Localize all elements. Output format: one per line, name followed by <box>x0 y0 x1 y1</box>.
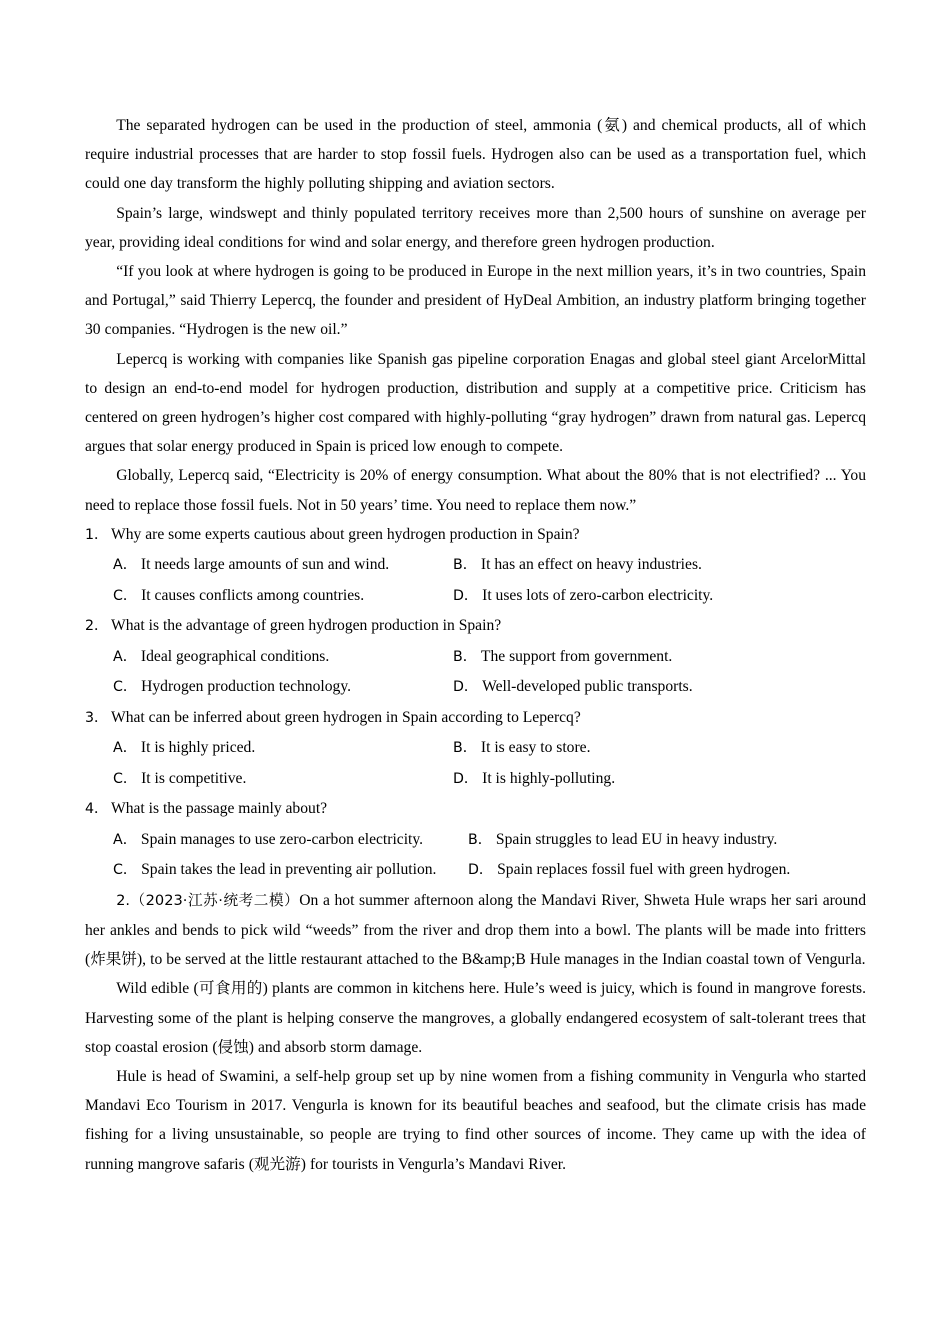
question-4-option-c-label: C． <box>113 862 138 879</box>
question-1-option-b-label: B． <box>453 557 477 574</box>
passage-2-paragraph-1-text: On a hot summer afternoon along the Mandavi River, Shweta Hule wraps her sari around her ankles and bends to pick wild “weeds” from the river and drop them into a bowl. The plants will be made into fritters (炸果饼), to be served at the little restaurant attached to the B&amp;B Hule manages in the Indian coastal town of Vengurla. <box>85 891 866 969</box>
question-3-number: 3． <box>85 709 109 726</box>
question-1-option-d[interactable] <box>453 581 713 612</box>
document-content <box>85 111 866 1179</box>
question-1-option-a-label: A． <box>113 557 137 574</box>
question-3-option-b[interactable] <box>453 733 591 764</box>
question-4-option-b-label: B． <box>468 831 492 848</box>
question-3-option-b-text: It is easy to store. <box>480 739 591 757</box>
question-3 <box>85 703 866 795</box>
question-2-options-row-1 <box>85 642 866 673</box>
passage-1-paragraph-4: Lepercq is working with companies like Spanish gas pipeline corporation Enagas and global steel giant ArcelorMittal to design an end-to-end model for hydrogen production, distribution and supply at a competitive price. Criticism has centered on green hydrogen’s higher cost compared with highly-polluting “gray hydrogen” drawn from natural gas. Lepercq argues that solar energy produced in Spain is priced low enough to compete. <box>85 350 866 456</box>
question-4 <box>85 794 866 886</box>
question-4-option-b-text: Spain struggles to lead EU in heavy industry. <box>495 830 778 848</box>
question-2-option-b-text: The support from government. <box>480 647 673 665</box>
question-4-option-d-text: Spain replaces fossil fuel with green hydrogen. <box>497 861 791 879</box>
question-2 <box>85 611 866 703</box>
question-2-option-c-text: Hydrogen production technology. <box>141 678 352 696</box>
question-4-option-a-label: A． <box>113 831 137 848</box>
question-1-option-c[interactable] <box>113 581 453 612</box>
question-3-stem-text: What can be inferred about green hydrogen in Spain according to Lepercq? <box>111 708 581 726</box>
question-4-number: 4． <box>85 801 109 818</box>
passage-2-item-number: 2. <box>116 892 130 909</box>
passage-1-paragraph-2: Spain’s large, windswept and thinly populated territory receives more than 2,500 hours of sunshine on average per year, providing ideal conditions for wind and solar energy, and therefore green hydrogen production. <box>85 204 866 251</box>
question-1-option-b-text: It has an effect on heavy industries. <box>480 556 702 574</box>
question-1-option-b[interactable] <box>453 550 702 581</box>
question-1-stem-line <box>85 520 866 551</box>
question-3-option-c[interactable] <box>113 764 453 795</box>
question-4-option-d-label: D． <box>468 862 494 879</box>
question-4-options-row-1 <box>85 825 866 856</box>
passage-2 <box>85 886 866 1179</box>
question-3-option-a-text: It is highly priced. <box>140 739 256 757</box>
question-3-option-c-text: It is competitive. <box>141 769 247 787</box>
question-2-option-d-label: D． <box>453 679 479 696</box>
question-2-option-b-label: B． <box>453 648 477 665</box>
passage-2-paragraph-3: Hule is head of Swamini, a self-help group set up by nine women from a fishing community in Vengurla who started Mandavi Eco Tourism in 2017. Vengurla is known for its beautiful beaches and seafood, but the climate crisis has made fishing for a living unsustainable, so people are trying to find other sources of income. They came up with the idea of running mangrove safaris (观光游) for tourists in Vengurla’s Mandavi River. <box>85 1068 866 1173</box>
question-4-option-a[interactable] <box>113 825 468 856</box>
question-1-option-d-label: D． <box>453 587 479 604</box>
question-1-option-c-text: It causes conflicts among countries. <box>141 586 365 604</box>
question-4-stem-line <box>85 794 866 825</box>
passage-1 <box>85 111 866 520</box>
question-3-options-row-1 <box>85 733 866 764</box>
question-4-option-c[interactable] <box>113 855 468 886</box>
question-1-options-row-2 <box>85 581 866 612</box>
question-1-options-row-1 <box>85 550 866 581</box>
question-2-number: 2． <box>85 618 109 635</box>
question-2-option-d[interactable] <box>453 672 693 703</box>
question-2-option-c-label: C． <box>113 679 138 696</box>
question-2-option-c[interactable] <box>113 672 453 703</box>
passage-2-source-tag: （2023·江苏·统考二模） <box>129 891 300 909</box>
question-4-stem-text: What is the passage mainly about? <box>111 800 328 818</box>
question-3-option-d-text: It is highly-polluting. <box>482 769 616 787</box>
question-1-option-a-text: It needs large amounts of sun and wind. <box>140 556 390 574</box>
question-2-option-d-text: Well-developed public transports. <box>482 678 693 696</box>
question-1-option-c-label: C． <box>113 587 138 604</box>
passage-1-paragraph-1: The separated hydrogen can be used in the production of steel, ammonia (氨) and chemical products, all of which require industrial processes that are harder to stop fossil fuels. Hydrogen also can be used as a transportation fuel, which could one day transform the highly polluting shipping and aviation sectors. <box>85 117 866 193</box>
question-3-stem-line <box>85 703 866 734</box>
question-2-option-b[interactable] <box>453 642 672 673</box>
question-3-option-d-label: D． <box>453 770 479 787</box>
question-1-stem-text: Why are some experts cautious about green hydrogen production in Spain? <box>111 525 580 543</box>
passage-2-paragraph-1 <box>85 886 866 975</box>
question-4-option-a-text: Spain manages to use zero-carbon electricity. <box>140 830 424 848</box>
question-4-option-b[interactable] <box>468 825 777 856</box>
question-1 <box>85 520 866 612</box>
passage-1-paragraph-5: Globally, Lepercq said, “Electricity is 20% of energy consumption. What about the 80% that is not electrified? ... You need to replace those fossil fuels. Not in 50 years’ time. You need to replace them now.” <box>85 467 866 514</box>
passage-1-paragraph-3: “If you look at where hydrogen is going to be produced in Europe in the next million years, it’s in two countries, Spain and Portugal,” said Thierry Lepercq, the founder and president of HyDeal Ambition, an industry platform bringing together 30 companies. “Hydrogen is the new oil.” <box>85 263 866 339</box>
question-3-option-c-label: C． <box>113 770 138 787</box>
question-4-option-c-text: Spain takes the lead in preventing air pollution. <box>141 861 437 879</box>
question-3-options-row-2 <box>85 764 866 795</box>
question-3-option-a-label: A． <box>113 740 137 757</box>
question-2-options-row-2 <box>85 672 866 703</box>
question-2-option-a[interactable] <box>113 642 453 673</box>
question-2-stem-line <box>85 611 866 642</box>
question-2-option-a-text: Ideal geographical conditions. <box>140 647 330 665</box>
passage-2-paragraph-2: Wild edible (可食用的) plants are common in kitchens here. Hule’s weed is juicy, which is found in mangrove forests. Harvesting some of the plant is helping conserve the mangroves, a globally endangered ecosystem of salt-tolerant trees that stop coastal erosion (侵蚀) and absorb storm damage. <box>85 980 866 1056</box>
question-3-option-d[interactable] <box>453 764 615 795</box>
question-3-option-a[interactable] <box>113 733 453 764</box>
question-3-option-b-label: B． <box>453 740 477 757</box>
question-2-stem-text: What is the advantage of green hydrogen production in Spain? <box>111 617 502 635</box>
question-2-option-a-label: A． <box>113 648 137 665</box>
question-1-number: 1． <box>85 526 109 543</box>
question-1-option-d-text: It uses lots of zero-carbon electricity. <box>482 586 714 604</box>
question-4-option-d[interactable] <box>468 855 790 886</box>
question-1-option-a[interactable] <box>113 550 453 581</box>
question-4-options-row-2 <box>85 855 866 886</box>
